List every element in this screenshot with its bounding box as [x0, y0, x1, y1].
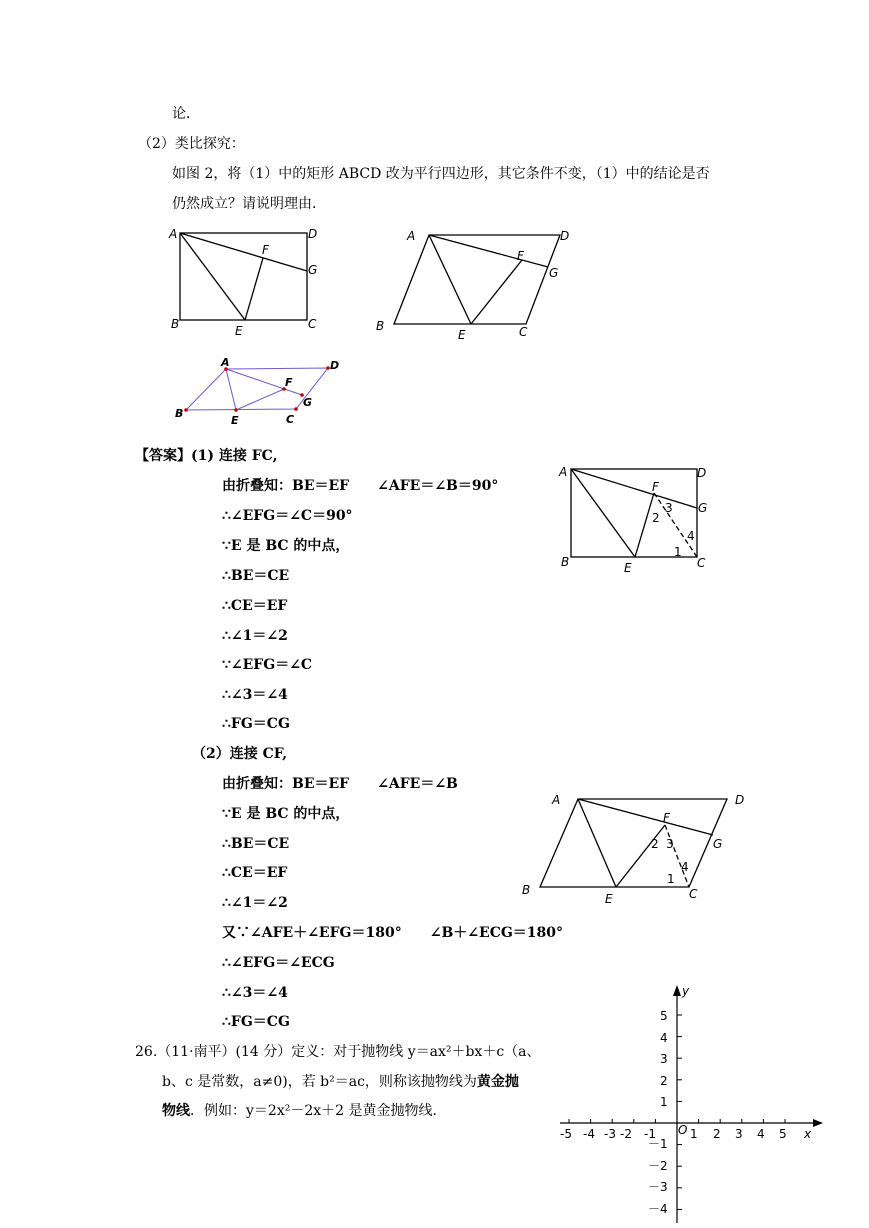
- label-a: A: [552, 793, 561, 807]
- x-tick-label: 3: [735, 1127, 743, 1141]
- label-c: C: [697, 556, 706, 570]
- label-f: F: [262, 243, 269, 257]
- y-tick-label: －1: [648, 1137, 668, 1151]
- angle-3-label: 3: [666, 837, 674, 851]
- label-e: E: [458, 328, 466, 342]
- answer-figure-parallelogram: [515, 785, 760, 910]
- label-a: A: [407, 229, 416, 243]
- label-a: A: [169, 227, 178, 241]
- answer-p2-line: 由折叠知：BE＝EF ∠AFE＝∠B: [222, 776, 458, 792]
- answer-p2-line: ∴CE＝EF: [222, 865, 288, 881]
- q26-line2-text: b、c 是常数，a≠0)，若 b²＝ac，则称该抛物线为: [162, 1074, 477, 1090]
- label-b: B: [561, 555, 570, 569]
- x-tick-label: 1: [690, 1127, 698, 1141]
- answer-heading: [135, 447, 277, 465]
- part2-text-line1: 如图 2，将（1）中的矩形 ABCD 改为平行四边形，其它条件不变，（1）中的结论是否: [172, 166, 710, 182]
- answer-p2-line: ∴∠1＝∠2: [222, 895, 288, 911]
- label-a: A: [559, 465, 568, 479]
- answer-tag: 【答案】: [135, 448, 191, 464]
- figure-parallelogram: [370, 225, 585, 345]
- answer-p1-line: 由折叠知：BE＝EF ∠AFE＝∠B＝90°: [222, 478, 499, 494]
- label-g: G: [308, 263, 318, 277]
- label-f: F: [663, 811, 670, 825]
- answer-p1-line: ∴BE＝CE: [222, 568, 290, 584]
- answer-p2-line: ∴∠EFG＝∠ECG: [222, 955, 335, 971]
- answer-part1-head: (1) 连接 FC,: [191, 448, 278, 464]
- origin-label: O: [678, 1123, 688, 1137]
- angle-2-label: 2: [652, 511, 660, 525]
- angle-1-label: 1: [674, 545, 682, 559]
- answer-p1-line: ∵E 是 BC 的中点，: [222, 538, 350, 554]
- label-b: B: [376, 319, 385, 333]
- y-tick-label: －3: [648, 1180, 668, 1194]
- answer-p2-line: ∵E 是 BC 的中点，: [222, 806, 350, 822]
- angle-4-label: 4: [687, 529, 695, 543]
- q26-line3: [162, 1102, 446, 1120]
- answer-p1-line: ∴∠3＝∠4: [222, 687, 288, 703]
- y-tick-label: 5: [660, 1009, 668, 1023]
- label-g: G: [698, 501, 708, 515]
- label-d: D: [735, 793, 745, 807]
- angle-3-label: 3: [665, 501, 673, 515]
- angle-1-label: 1: [667, 872, 675, 886]
- label-f: F: [285, 376, 293, 389]
- label-g: G: [549, 266, 559, 280]
- golden-parabola-term: 物线: [162, 1103, 190, 1119]
- answer-p2-line: 又∵∠AFE＋∠EFG＝180° ∠B＋∠ECG＝180°: [222, 925, 564, 941]
- label-c: C: [308, 317, 317, 331]
- y-tick-label: 1: [660, 1095, 668, 1109]
- q26-line2: [162, 1073, 519, 1091]
- label-d: D: [330, 359, 340, 372]
- label-c: C: [286, 413, 295, 426]
- x-axis-label: x: [804, 1127, 812, 1141]
- answer-p1-line: ∴∠EFG＝∠C＝90°: [222, 508, 353, 524]
- label-e: E: [624, 561, 632, 575]
- part2-heading: （2）类比探究：: [138, 136, 245, 152]
- figure-small-parallelogram: [172, 355, 347, 430]
- x-tick-label: -2: [620, 1127, 632, 1141]
- y-axis-label: y: [682, 984, 690, 998]
- x-tick-label: -3: [604, 1127, 616, 1141]
- label-a: A: [221, 356, 230, 369]
- answer-p1-line: ∴∠1＝∠2: [222, 628, 288, 644]
- answer-p2-line: ∴FG＝CG: [222, 1014, 290, 1030]
- label-b: B: [175, 407, 184, 420]
- label-d: D: [308, 227, 318, 241]
- answer-figure-rectangle: [555, 460, 715, 575]
- y-tick-label: 3: [660, 1052, 668, 1066]
- label-b: B: [522, 883, 531, 897]
- answer-p1-line: ∴CE＝EF: [222, 598, 288, 614]
- y-tick-label: －2: [648, 1159, 668, 1173]
- label-f: F: [652, 480, 659, 494]
- figure-rectangle: [165, 225, 325, 340]
- x-tick-label: -1: [644, 1127, 656, 1141]
- q26-line1: 26.（11·南平）(14 分）定义：对于抛物线 y＝ax²＋bx＋c（a、: [135, 1044, 541, 1060]
- label-e: E: [231, 414, 239, 427]
- answer-p1-line: ∵∠EFG＝∠C: [222, 657, 313, 673]
- label-e: E: [235, 324, 243, 338]
- part2-text-line2: 仍然成立？请说明理由．: [172, 196, 326, 212]
- continued-text: 论．: [172, 106, 200, 122]
- q26-line3-text: ．例如：y＝2x²－2x＋2 是黄金抛物线．: [190, 1103, 447, 1119]
- y-tick-label: 2: [660, 1074, 668, 1088]
- angle-2-label: 2: [651, 837, 659, 851]
- angle-4-label: 4: [681, 860, 689, 874]
- answer-p2-line: ∴∠3＝∠4: [222, 985, 288, 1001]
- label-e: E: [605, 892, 613, 906]
- golden-parabola-term: 黄金抛: [476, 1074, 519, 1090]
- x-tick-label: 4: [757, 1127, 765, 1141]
- label-g: G: [303, 396, 313, 409]
- label-d: D: [697, 466, 707, 480]
- label-f: F: [517, 249, 524, 263]
- label-b: B: [171, 317, 180, 331]
- label-g: G: [713, 837, 723, 851]
- x-tick-label: -4: [583, 1127, 595, 1141]
- x-tick-label: 5: [779, 1127, 787, 1141]
- answer-part2-head: （2）连接 CF,: [192, 746, 288, 762]
- coordinate-axes: [550, 980, 835, 1225]
- x-tick-label: -5: [560, 1127, 572, 1141]
- x-tick-label: 2: [713, 1127, 721, 1141]
- label-c: C: [519, 325, 528, 339]
- answer-p2-line: ∴BE＝CE: [222, 836, 290, 852]
- label-d: D: [560, 229, 570, 243]
- y-tick-label: －4: [648, 1202, 668, 1216]
- label-c: C: [689, 887, 698, 901]
- answer-p1-line: ∴FG＝CG: [222, 716, 290, 732]
- y-tick-label: 4: [660, 1031, 668, 1045]
